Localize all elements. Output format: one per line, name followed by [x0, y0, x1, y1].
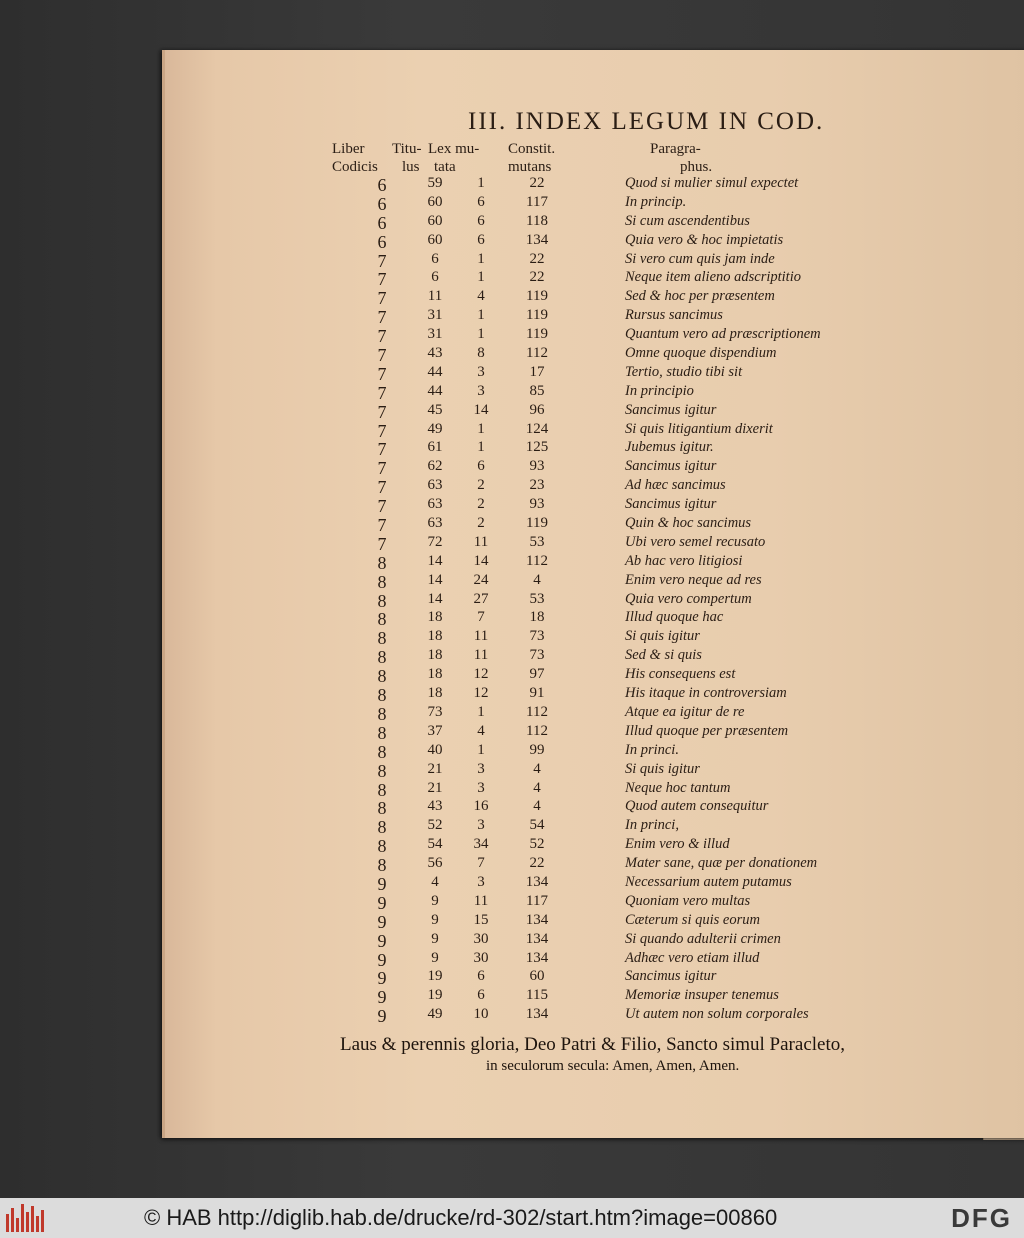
cell-lex: 12	[473, 685, 489, 702]
cell-liber: 7	[377, 515, 387, 536]
cell-titulus: 14	[427, 571, 443, 588]
cell-constit: 125	[525, 439, 549, 456]
cell-lex: 30	[473, 949, 489, 966]
cell-titulus: 43	[427, 798, 443, 815]
closing-doxology-line2: in seculorum secula: Amen, Amen, Amen.	[486, 1058, 740, 1074]
cell-liber: 7	[377, 363, 387, 384]
cell-constit: 73	[529, 647, 545, 664]
table-row	[0, 421, 1024, 440]
cell-liber: 7	[377, 382, 387, 403]
closing-doxology: Laus & perennis gloria, Deo Patri & Filio, Sancto simul Paracleto,	[340, 1034, 845, 1055]
cell-constit: 134	[525, 949, 549, 966]
cell-liber: 8	[377, 741, 387, 762]
cell-constit: 85	[529, 382, 545, 399]
table-row	[0, 950, 1024, 969]
cell-lex: 1	[477, 307, 485, 324]
cell-lex: 4	[477, 722, 485, 739]
column-header-line: Lex mu-	[428, 141, 480, 157]
cell-liber: 8	[377, 666, 387, 687]
cell-titulus: 18	[427, 628, 443, 645]
cell-titulus: 49	[427, 1006, 443, 1023]
cell-liber: 7	[377, 458, 387, 479]
cell-constit: 4	[533, 779, 541, 796]
cell-constit: 4	[533, 571, 541, 588]
cell-constit: 134	[525, 930, 549, 947]
cell-titulus: 73	[427, 703, 443, 720]
cell-lex: 10	[473, 1006, 489, 1023]
cell-liber: 6	[377, 193, 387, 214]
cell-constit: 73	[529, 628, 545, 645]
cell-constit: 112	[526, 703, 548, 720]
dfg-logo: DFG	[951, 1203, 1012, 1233]
cell-paragraphus: Si vero cum quis jam inde	[625, 250, 775, 267]
column-header-line: mutans	[508, 159, 552, 175]
table-row	[0, 496, 1024, 515]
cell-lex: 27	[473, 590, 489, 607]
cell-paragraphus: Sancimus igitur	[625, 458, 717, 475]
column-header-titulus	[392, 140, 421, 176]
cell-constit: 4	[533, 798, 541, 815]
table-row	[0, 515, 1024, 534]
cell-paragraphus: Quod si mulier simul expectet	[625, 175, 799, 191]
cell-titulus: 54	[427, 836, 443, 853]
cell-lex: 3	[477, 363, 485, 380]
cell-lex: 3	[477, 873, 485, 890]
cell-liber: 8	[377, 779, 387, 800]
cell-lex: 1	[477, 250, 485, 267]
cell-liber: 9	[377, 873, 387, 894]
cell-lex: 4	[477, 288, 485, 305]
table-row	[0, 931, 1024, 950]
cell-constit: 134	[525, 873, 549, 890]
cell-titulus: 60	[427, 193, 443, 210]
column-header-line: Constit.	[508, 141, 556, 157]
cell-titulus: 60	[427, 212, 443, 229]
cell-liber: 9	[377, 968, 387, 989]
cell-paragraphus: Si quando adulterii crimen	[625, 930, 781, 947]
table-row	[0, 251, 1024, 270]
cell-lex: 2	[477, 496, 485, 513]
cell-titulus: 59	[427, 175, 443, 191]
cell-constit: 96	[529, 401, 545, 418]
table-row	[0, 628, 1024, 647]
cell-liber: 6	[377, 212, 387, 233]
cell-constit: 17	[529, 363, 545, 380]
cell-titulus: 18	[427, 609, 443, 626]
cell-liber: 8	[377, 855, 387, 876]
table-row	[0, 987, 1024, 1006]
cell-lex: 14	[473, 401, 489, 418]
cell-constit: 134	[525, 231, 549, 248]
cell-liber: 7	[377, 250, 387, 271]
cell-paragraphus: Adhæc vero etiam illud	[625, 949, 760, 966]
cell-lex: 1	[477, 175, 485, 191]
cell-liber: 8	[377, 817, 387, 838]
cell-titulus: 4	[431, 873, 439, 890]
table-row	[0, 213, 1024, 232]
cell-liber: 8	[377, 836, 387, 857]
cell-liber: 9	[377, 1006, 387, 1027]
cell-titulus: 18	[427, 685, 443, 702]
cell-paragraphus: Rursus sancimus	[625, 307, 723, 324]
cell-liber: 8	[377, 703, 387, 724]
table-row	[0, 345, 1024, 364]
cell-paragraphus: Quod autem consequitur	[625, 798, 769, 815]
cell-titulus: 31	[427, 326, 443, 343]
column-header-constit	[508, 140, 555, 176]
table-row	[0, 780, 1024, 799]
cell-lex: 6	[477, 987, 485, 1004]
cell-titulus: 63	[427, 515, 443, 532]
cell-constit: 93	[529, 458, 545, 475]
table-row	[0, 666, 1024, 685]
table-row	[0, 326, 1024, 345]
cell-paragraphus: His itaque in controversiam	[625, 685, 787, 702]
cell-constit: 119	[526, 515, 548, 532]
cell-paragraphus: Sed & hoc per præsentem	[625, 288, 775, 305]
cell-paragraphus: Neque item alieno adscriptitio	[625, 269, 801, 286]
table-row	[0, 458, 1024, 477]
cell-paragraphus: Ubi vero semel recusato	[625, 533, 766, 550]
cell-constit: 134	[525, 911, 549, 928]
cell-titulus: 72	[427, 533, 443, 550]
cell-constit: 60	[529, 968, 545, 985]
cell-paragraphus: In princi.	[625, 741, 679, 758]
table-row	[0, 402, 1024, 421]
index-table	[0, 175, 1024, 1025]
cell-liber: 8	[377, 571, 387, 592]
table-row	[0, 439, 1024, 458]
cell-titulus: 60	[427, 231, 443, 248]
cell-lex: 11	[473, 628, 489, 645]
cell-titulus: 18	[427, 647, 443, 664]
table-row	[0, 1006, 1024, 1025]
cell-constit: 112	[526, 345, 548, 362]
cell-lex: 1	[477, 741, 485, 758]
table-row	[0, 723, 1024, 742]
cell-lex: 1	[477, 703, 485, 720]
column-header-line: phus.	[680, 159, 713, 175]
table-row	[0, 232, 1024, 251]
cell-titulus: 61	[427, 439, 443, 456]
cell-constit: 22	[529, 269, 545, 286]
cell-constit: 117	[526, 892, 548, 909]
cell-paragraphus: Si cum ascendentibus	[625, 212, 750, 229]
cell-titulus: 44	[427, 382, 443, 399]
cell-lex: 1	[477, 269, 485, 286]
table-row	[0, 874, 1024, 893]
cell-constit: 23	[529, 477, 545, 494]
cell-paragraphus: Si quis litigantium dixerit	[625, 420, 773, 437]
cell-liber: 6	[377, 175, 387, 195]
table-row	[0, 288, 1024, 307]
cell-paragraphus: Jubemus igitur.	[625, 439, 714, 456]
table-row	[0, 912, 1024, 931]
cell-paragraphus: In principio	[625, 382, 694, 399]
cell-paragraphus: Quin & hoc sancimus	[625, 515, 752, 532]
cell-titulus: 63	[427, 477, 443, 494]
cell-titulus: 9	[431, 911, 439, 928]
cell-paragraphus: Illud quoque hac	[625, 609, 724, 626]
cell-paragraphus: Ad hæc sancimus	[625, 477, 726, 494]
column-header-line: lus	[402, 159, 420, 175]
cell-titulus: 9	[431, 949, 439, 966]
cell-constit: 134	[525, 1006, 549, 1023]
cell-paragraphus: Quoniam vero multas	[625, 892, 751, 909]
cell-titulus: 31	[427, 307, 443, 324]
column-header-liber	[332, 140, 378, 176]
cell-constit: 22	[529, 855, 545, 872]
cell-constit: 118	[526, 212, 548, 229]
cell-lex: 11	[473, 533, 489, 550]
cell-paragraphus: Sancimus igitur	[625, 496, 717, 513]
cell-liber: 7	[377, 496, 387, 517]
cell-liber: 8	[377, 722, 387, 743]
cell-constit: 22	[529, 175, 545, 191]
cell-constit: 54	[529, 817, 545, 834]
table-row	[0, 572, 1024, 591]
cell-constit: 99	[529, 741, 545, 758]
cell-titulus: 56	[427, 855, 443, 872]
cell-liber: 7	[377, 288, 387, 309]
cell-lex: 11	[473, 647, 489, 664]
cell-liber: 7	[377, 345, 387, 366]
table-row	[0, 968, 1024, 987]
cell-paragraphus: Ut autem non solum corporales	[625, 1006, 809, 1023]
cell-titulus: 45	[427, 401, 443, 418]
cell-constit: 119	[526, 307, 548, 324]
cell-constit: 124	[525, 420, 549, 437]
table-row	[0, 761, 1024, 780]
cell-lex: 2	[477, 515, 485, 532]
cell-paragraphus: Si quis igitur	[625, 760, 700, 777]
cell-paragraphus: Memoriæ insuper tenemus	[625, 987, 779, 1004]
cell-liber: 8	[377, 590, 387, 611]
cell-liber: 7	[377, 326, 387, 347]
cell-titulus: 9	[431, 930, 439, 947]
page-title: III. INDEX LEGUM IN COD.	[468, 108, 825, 135]
cell-titulus: 37	[427, 722, 443, 739]
table-row	[0, 175, 1024, 194]
cell-paragraphus: Omne quoque dispendium	[625, 345, 777, 362]
cell-titulus: 6	[431, 269, 439, 286]
cell-liber: 7	[377, 533, 387, 554]
cell-lex: 16	[473, 798, 489, 815]
cell-paragraphus: Quia vero & hoc impietatis	[625, 231, 784, 248]
cell-constit: 93	[529, 496, 545, 513]
table-row	[0, 364, 1024, 383]
cell-paragraphus: Tertio, studio tibi sit	[625, 363, 743, 380]
cell-lex: 3	[477, 779, 485, 796]
cell-lex: 7	[477, 855, 485, 872]
cell-paragraphus: Illud quoque per præsentem	[625, 722, 789, 739]
cell-liber: 9	[377, 930, 387, 951]
cell-paragraphus: Enim vero neque ad res	[625, 571, 762, 588]
cell-lex: 12	[473, 666, 489, 683]
cell-paragraphus: Si quis igitur	[625, 628, 700, 645]
cell-paragraphus: Mater sane, quæ per donationem	[625, 855, 818, 872]
table-row	[0, 704, 1024, 723]
cell-titulus: 21	[427, 779, 443, 796]
cell-paragraphus: Ab hac vero litigiosi	[625, 552, 743, 569]
table-row	[0, 742, 1024, 761]
cell-titulus: 49	[427, 420, 443, 437]
table-row	[0, 836, 1024, 855]
table-row	[0, 534, 1024, 553]
cell-titulus: 11	[427, 288, 443, 305]
table-row	[0, 893, 1024, 912]
cell-liber: 7	[377, 307, 387, 328]
cell-liber: 6	[377, 231, 387, 252]
cell-titulus: 14	[427, 590, 443, 607]
cell-constit: 112	[526, 552, 548, 569]
cell-paragraphus: In princip.	[625, 193, 687, 210]
cell-lex: 1	[477, 326, 485, 343]
cell-titulus: 63	[427, 496, 443, 513]
cell-lex: 1	[477, 420, 485, 437]
cell-titulus: 19	[427, 987, 443, 1004]
cell-lex: 30	[473, 930, 489, 947]
cell-lex: 7	[477, 609, 485, 626]
cell-lex: 3	[477, 382, 485, 399]
cell-paragraphus: Quia vero compertum	[625, 590, 752, 607]
cell-paragraphus: Necessarium autem putamus	[625, 873, 792, 890]
table-row	[0, 194, 1024, 213]
cell-paragraphus: Sancimus igitur	[625, 401, 717, 418]
cell-titulus: 44	[427, 363, 443, 380]
cell-liber: 7	[377, 420, 387, 441]
cell-liber: 9	[377, 892, 387, 913]
cell-paragraphus: Cæterum si quis eorum	[625, 911, 760, 928]
cell-liber: 9	[377, 949, 387, 970]
cell-paragraphus: Quantum vero ad præscriptionem	[625, 326, 821, 343]
cell-lex: 34	[473, 836, 489, 853]
column-header-line: tata	[434, 159, 456, 175]
cell-paragraphus: His consequens est	[625, 666, 736, 683]
cell-liber: 8	[377, 798, 387, 819]
table-row	[0, 855, 1024, 874]
cell-constit: 18	[529, 609, 545, 626]
table-row	[0, 817, 1024, 836]
cell-constit: 97	[529, 666, 545, 683]
cell-paragraphus: Sed & si quis	[625, 647, 702, 664]
cell-paragraphus: In princi,	[625, 817, 679, 834]
cell-lex: 24	[473, 571, 489, 588]
viewer-footer-bar	[0, 1198, 1024, 1238]
cell-paragraphus: Enim vero & illud	[625, 836, 730, 853]
cell-liber: 9	[377, 911, 387, 932]
cell-liber: 7	[377, 269, 387, 290]
cell-lex: 15	[473, 911, 489, 928]
cell-lex: 6	[477, 231, 485, 248]
cell-constit: 112	[526, 722, 548, 739]
cell-lex: 6	[477, 193, 485, 210]
cell-liber: 8	[377, 628, 387, 649]
copyright-link[interactable]: © HAB http://diglib.hab.de/drucke/rd-302/start.htm?image=00860	[144, 1205, 778, 1230]
column-header-line: Liber	[332, 141, 365, 157]
cell-liber: 8	[377, 609, 387, 630]
table-row	[0, 591, 1024, 610]
table-row	[0, 647, 1024, 666]
cell-liber: 9	[377, 987, 387, 1008]
cell-constit: 117	[526, 193, 548, 210]
table-row	[0, 553, 1024, 572]
cell-titulus: 40	[427, 741, 443, 758]
table-row	[0, 383, 1024, 402]
cell-liber: 7	[377, 401, 387, 422]
cell-paragraphus: Sancimus igitur	[625, 968, 717, 985]
table-row	[0, 477, 1024, 496]
cell-paragraphus: Neque hoc tantum	[625, 779, 731, 796]
table-row	[0, 269, 1024, 288]
cell-constit: 22	[529, 250, 545, 267]
cell-titulus: 62	[427, 458, 443, 475]
cell-lex: 3	[477, 760, 485, 777]
cell-titulus: 52	[427, 817, 443, 834]
table-row	[0, 685, 1024, 704]
cell-constit: 52	[529, 836, 545, 853]
column-header-line: Codicis	[332, 159, 378, 175]
cell-lex: 11	[473, 892, 489, 909]
cell-liber: 7	[377, 439, 387, 460]
column-header-lex	[428, 140, 479, 176]
table-row	[0, 798, 1024, 817]
cell-liber: 8	[377, 647, 387, 668]
cell-titulus: 9	[431, 892, 439, 909]
cell-lex: 2	[477, 477, 485, 494]
column-header-line: Paragra-	[650, 141, 701, 157]
cell-constit: 4	[533, 760, 541, 777]
cell-lex: 3	[477, 817, 485, 834]
cell-liber: 7	[377, 477, 387, 498]
cell-lex: 6	[477, 458, 485, 475]
column-header-line: Titu-	[392, 141, 422, 157]
cell-titulus: 21	[427, 760, 443, 777]
cell-liber: 8	[377, 685, 387, 706]
cell-lex: 14	[473, 552, 489, 569]
cell-constit: 119	[526, 288, 548, 305]
hab-logo-icon	[6, 1204, 46, 1232]
cell-lex: 6	[477, 212, 485, 229]
cell-constit: 53	[529, 533, 545, 550]
cell-liber: 8	[377, 760, 387, 781]
cell-lex: 1	[477, 439, 485, 456]
cell-constit: 115	[526, 987, 548, 1004]
cell-paragraphus: Atque ea igitur de re	[625, 703, 745, 720]
table-row	[0, 609, 1024, 628]
cell-titulus: 6	[431, 250, 439, 267]
cell-constit: 91	[529, 685, 545, 702]
cell-titulus: 18	[427, 666, 443, 683]
cell-constit: 53	[529, 590, 545, 607]
cell-lex: 6	[477, 968, 485, 985]
cell-titulus: 43	[427, 345, 443, 362]
table-row	[0, 307, 1024, 326]
cell-constit: 119	[526, 326, 548, 343]
cell-liber: 8	[377, 552, 387, 573]
cell-titulus: 19	[427, 968, 443, 985]
cell-lex: 8	[477, 345, 485, 362]
column-header-paragraphus	[650, 140, 712, 176]
cell-titulus: 14	[427, 552, 443, 569]
